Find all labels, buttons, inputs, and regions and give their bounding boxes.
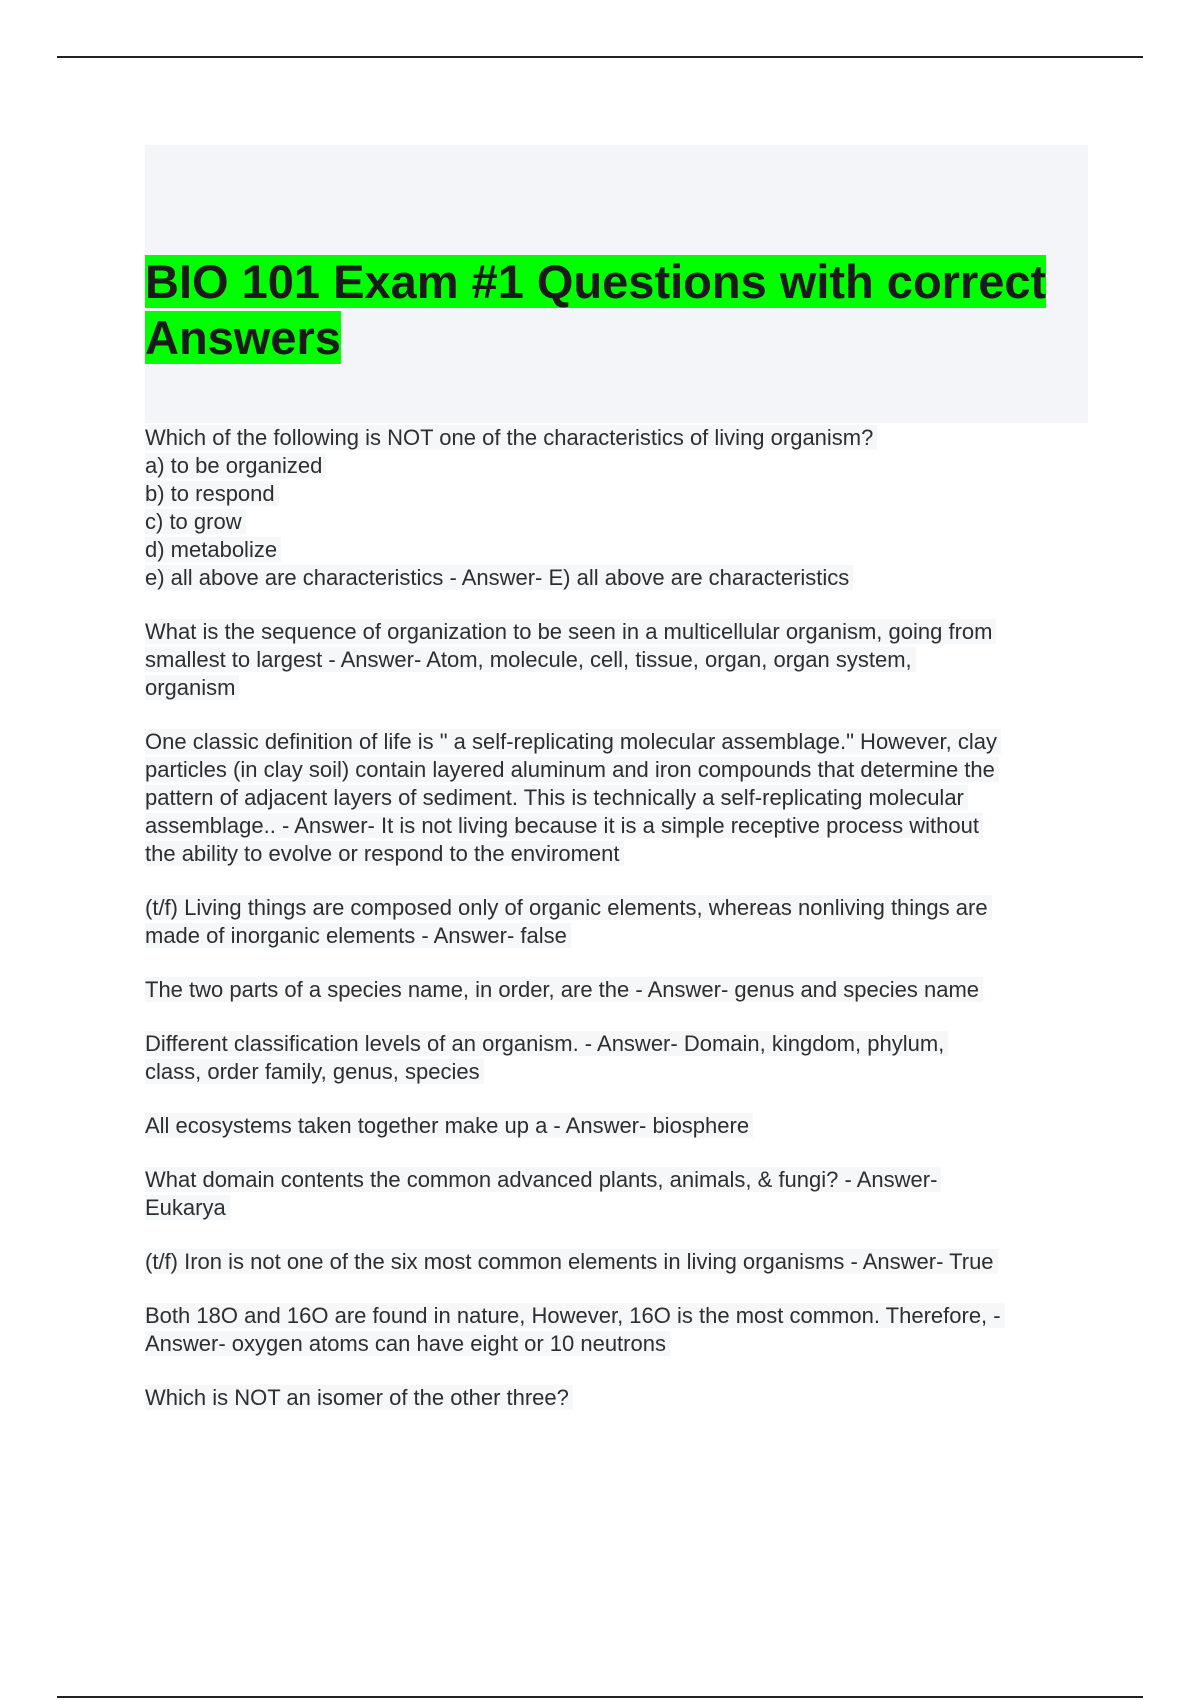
qa-line bbox=[145, 536, 1105, 564]
qa-line bbox=[145, 1194, 1105, 1222]
qa-line bbox=[145, 646, 1105, 674]
qa-line-text: assemblage.. - Answer- It is not living because it is a simple receptive process without bbox=[145, 813, 983, 838]
qa-line bbox=[145, 894, 1105, 922]
qa-line-text: One classic definition of life is " a self-replicating molecular assemblage." However, clay bbox=[145, 729, 1001, 754]
qa-line bbox=[145, 1384, 1105, 1412]
qa-line-text: organism bbox=[145, 675, 239, 700]
qa-line bbox=[145, 564, 1105, 592]
qa-item bbox=[145, 618, 1105, 702]
qa-line-text: Which is NOT an isomer of the other three? bbox=[145, 1385, 573, 1410]
qa-line-text: class, order family, genus, species bbox=[145, 1059, 484, 1084]
qa-line-text: smallest to largest - Answer- Atom, molecule, cell, tissue, organ, organ system, bbox=[145, 647, 916, 672]
qa-line bbox=[145, 424, 1105, 452]
qa-item bbox=[145, 424, 1105, 592]
qa-line-text: particles (in clay soil) contain layered aluminum and iron compounds that determine the bbox=[145, 757, 999, 782]
page-title bbox=[145, 254, 1085, 366]
qa-line-text: Eukarya bbox=[145, 1195, 230, 1220]
qa-item bbox=[145, 1302, 1105, 1358]
qa-line-text: d) metabolize bbox=[145, 537, 281, 562]
question-list bbox=[145, 424, 1105, 1438]
qa-line-text: What is the sequence of organization to be seen in a multicellular organism, going from bbox=[145, 619, 996, 644]
qa-line-text: What domain contents the common advanced plants, animals, & fungi? - Answer- bbox=[145, 1167, 941, 1192]
qa-line-text: made of inorganic elements - Answer- false bbox=[145, 923, 571, 948]
qa-line bbox=[145, 1302, 1105, 1330]
qa-line bbox=[145, 508, 1105, 536]
qa-item bbox=[145, 1166, 1105, 1222]
top-rule bbox=[57, 56, 1143, 58]
qa-item bbox=[145, 1384, 1105, 1412]
qa-line bbox=[145, 812, 1105, 840]
qa-line-text: the ability to evolve or respond to the enviroment bbox=[145, 841, 624, 866]
qa-line-text: pattern of adjacent layers of sediment. This is technically a self-replicating molecular bbox=[145, 785, 968, 810]
qa-line bbox=[145, 728, 1105, 756]
qa-line-text: Answer- oxygen atoms can have eight or 10 neutrons bbox=[145, 1331, 670, 1356]
qa-line-text: (t/f) Living things are composed only of organic elements, whereas nonliving things are bbox=[145, 895, 992, 920]
qa-line bbox=[145, 1330, 1105, 1358]
qa-line-text: Which of the following is NOT one of the characteristics of living organism? bbox=[145, 425, 877, 450]
qa-line bbox=[145, 674, 1105, 702]
qa-line-text: a) to be organized bbox=[145, 453, 326, 478]
qa-line bbox=[145, 480, 1105, 508]
qa-line-text: c) to grow bbox=[145, 509, 246, 534]
qa-line bbox=[145, 976, 1105, 1004]
qa-item bbox=[145, 976, 1105, 1004]
bottom-rule bbox=[57, 1696, 1143, 1698]
qa-line bbox=[145, 922, 1105, 950]
qa-item bbox=[145, 1030, 1105, 1086]
qa-line bbox=[145, 1248, 1105, 1276]
title-highlight: BIO 101 Exam #1 Questions with correct Answers bbox=[145, 255, 1047, 364]
qa-line bbox=[145, 840, 1105, 868]
qa-item bbox=[145, 1112, 1105, 1140]
qa-line-text: Both 18O and 16O are found in nature, However, 16O is the most common. Therefore, - bbox=[145, 1303, 1005, 1328]
qa-line-text: All ecosystems taken together make up a - Answer- biosphere bbox=[145, 1113, 753, 1138]
qa-line-text: b) to respond bbox=[145, 481, 279, 506]
qa-item bbox=[145, 1248, 1105, 1276]
qa-item bbox=[145, 894, 1105, 950]
qa-line-text: (t/f) Iron is not one of the six most common elements in living organisms - Answer- True bbox=[145, 1249, 998, 1274]
qa-line-text: e) all above are characteristics - Answer- E) all above are characteristics bbox=[145, 565, 853, 590]
qa-line bbox=[145, 756, 1105, 784]
qa-line bbox=[145, 1058, 1105, 1086]
qa-line-text: The two parts of a species name, in order, are the - Answer- genus and species name bbox=[145, 977, 983, 1002]
qa-line bbox=[145, 1030, 1105, 1058]
qa-line bbox=[145, 1112, 1105, 1140]
qa-line-text: Different classification levels of an organism. - Answer- Domain, kingdom, phylum, bbox=[145, 1031, 948, 1056]
qa-line bbox=[145, 618, 1105, 646]
qa-line bbox=[145, 452, 1105, 480]
qa-line bbox=[145, 1166, 1105, 1194]
qa-line bbox=[145, 784, 1105, 812]
qa-item bbox=[145, 728, 1105, 868]
